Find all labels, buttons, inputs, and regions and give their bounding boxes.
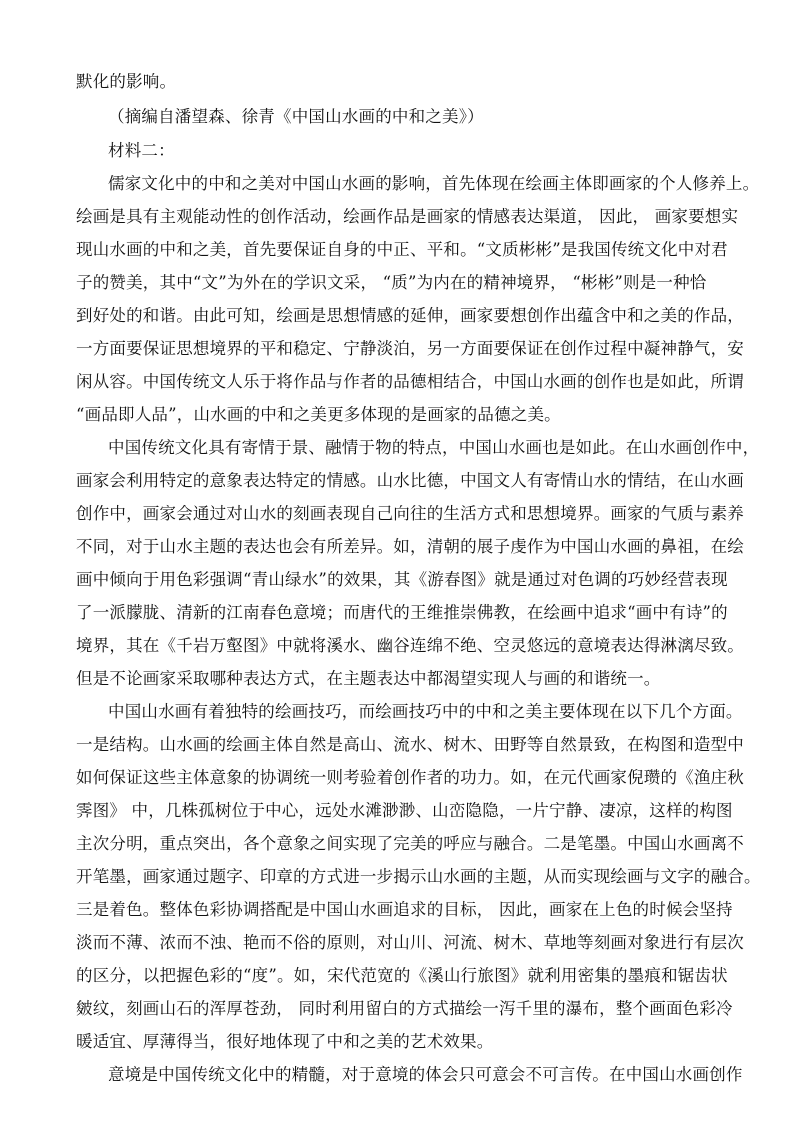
paragraph-line: 闲从容。中国传统文人乐于将作品与作者的品德相结合，中国山水画的创作也是如此，所谓 [76, 372, 744, 391]
paragraph-line: 到好处的和谐。由此可知，绘画是思想情感的延伸，画家要想创作出蕴含中和之美的作品， [76, 306, 744, 325]
paragraph-line: 现山水画的中和之美，首先要保证自身的中正、平和。“文质彬彬”是我国传统文化中对君 [76, 240, 728, 259]
paragraph-line: 但是不论画家采取哪种表达方式，在主题表达中都渴望实现人与画的和谐统一。 [76, 669, 661, 688]
paragraph-line: 意境是中国传统文化中的精髓，对于意境的体会只可意会不可言传。在中国山水画创作 [108, 1065, 743, 1084]
paragraph-line: 子的赞美，其中“文”为外在的学识文采， “质”为内在的精神境界， “彬彬”则是一种恰 [76, 273, 707, 292]
paragraph-line: 绘画是具有主观能动性的创作活动，绘画作品是画家的情感表达渠道， 因此， 画家要想实 [76, 207, 739, 226]
paragraph-line: 创作中，画家会通过对山水的刻画表现自己向往的生活方式和思想境界。画家的气质与素养 [76, 504, 744, 523]
paragraph-line: 了一派朦胧、清新的江南春色意境；而唐代的王维推崇佛教，在绘画中追求“画中有诗”的 [76, 603, 728, 622]
paragraph-line: 画家会利用特定的意象表达特定的情感。山水比德，中国文人有寄情山水的情结，在山水画 [76, 471, 744, 490]
paragraph-line: 中国山水画有着独特的绘画技巧，而绘画技巧中的中和之美主要体现在以下几个方面。 [108, 702, 743, 721]
section-label: 材料二： [108, 141, 175, 160]
paragraph-line: 主次分明，重点突出，各个意象之间实现了完美的呼应与融合。二是笔墨。中国山水画离不 [76, 834, 744, 853]
paragraph-line: 暖适宜、厚薄得当，很好地体现了中和之美的艺术效果。 [76, 1032, 494, 1051]
paragraph-line: 中国传统文化具有寄情于景、融情于物的特点，中国山水画也是如此。在山水画创作中， [108, 438, 760, 457]
paragraph-line: 如何保证这些主体意象的协调统一则考验着创作者的功力。如，在元代画家倪瓒的《渔庄秋 [76, 768, 744, 787]
paragraph-line: 霁图》 中，几株孤树位于中心，远处水滩渺渺、山峦隐隐，一片宁静、凄凉，这样的构图 [76, 801, 733, 820]
paragraph-line: 不同，对于山水主题的表达也会有所差异。如，清朝的展子虔作为中国山水画的鼻祖，在绘 [76, 537, 744, 556]
paragraph-line: 境界，其在《千岩万壑图》中就将溪水、幽谷连绵不绝、空灵悠远的意境表达得淋漓尽致。 [76, 636, 744, 655]
paragraph-line: 淡而不薄、浓而不浊、艳而不俗的原则，对山川、河流、树木、草地等刻画对象进行有层次 [76, 933, 744, 952]
paragraph-line: 一是结构。山水画的绘画主体自然是高山、流水、树木、田野等自然景致，在构图和造型中 [76, 735, 744, 754]
paragraph-line: 皴纹，刻画山石的浑厚苍劲， 同时利用留白的方式描绘一泻千里的瀑布，整个画面色彩冷 [76, 999, 733, 1018]
continuation-line: 默化的影响。 [76, 72, 177, 91]
source-note: （摘编自潘望森、徐青《中国山水画的中和之美》） [108, 107, 484, 126]
paragraph-line: 开笔墨，画家通过题字、印章的方式进一步揭示山水画的主题，从而实现绘画与文字的融合。 [76, 867, 761, 886]
paragraph-line: 一方面要保证思想境界的平和稳定、宁静淡泊，另一方面要保证在创作过程中凝神静气，安 [76, 339, 744, 358]
paragraph-line: 画中倾向于用色彩强调“青山绿水”的效果，其《游春图》就是通过对色调的巧妙经营表现 [76, 570, 728, 589]
paragraph-line: 儒家文化中的中和之美对中国山水画的影响，首先体现在绘画主体即画家的个人修养上。 [108, 174, 760, 193]
paragraph-line: “画品即人品”，山水画的中和之美更多体现的是画家的品德之美。 [76, 405, 561, 424]
paragraph-line: 三是着色。整体色彩协调搭配是中国山水画追求的目标， 因此，画家在上色的时候会坚持 [76, 900, 733, 919]
paragraph-line: 的区分，以把握色彩的“度”。如，宋代范宽的《溪山行旅图》就利用密集的墨痕和锯齿状 [76, 966, 728, 985]
